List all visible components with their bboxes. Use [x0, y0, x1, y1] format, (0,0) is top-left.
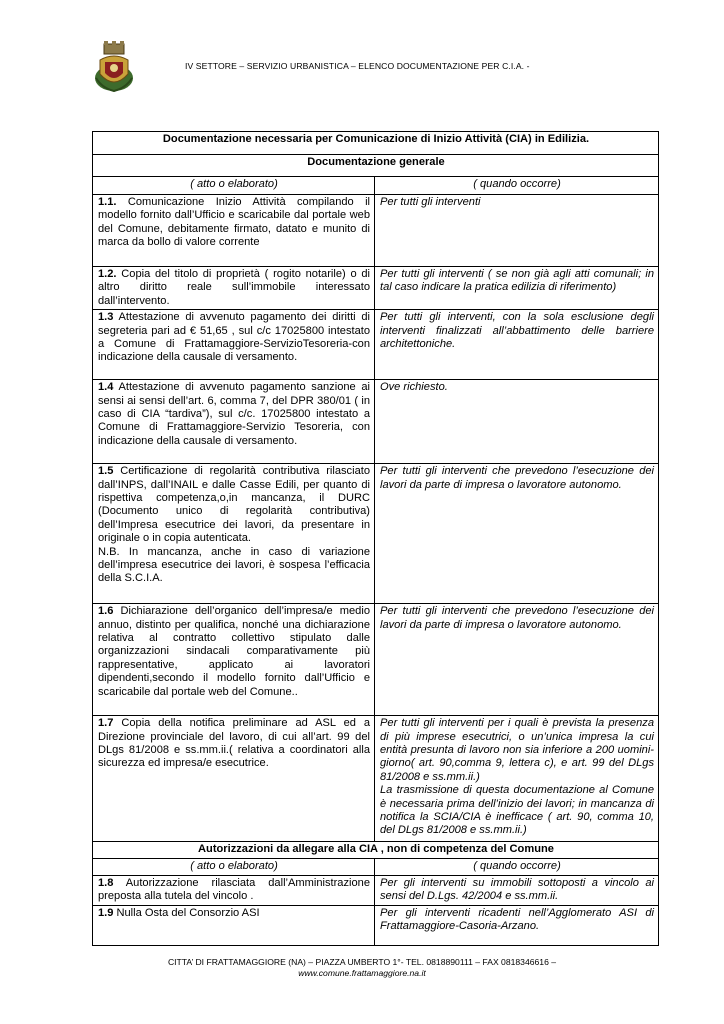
column-header-atto: ( atto o elaborato)	[93, 859, 375, 875]
section-title-general: Documentazione generale	[93, 155, 659, 177]
section-title-authorizations: Autorizzazioni da allegare alla CIA , non di competenza del Comune	[93, 842, 659, 859]
table-row	[93, 875, 659, 905]
item-when: Per tutti gli interventi, con la sola esclusione degli interventi finalizzati all’abbattimento delle barriere architettoniche.	[375, 310, 659, 380]
item-number: 1.3	[98, 311, 114, 324]
item-text: Autorizzazione rilasciata dall’Amministrazione preposta alla tutela del vincolo .	[98, 876, 370, 903]
footer-url: www.comune.frattamaggiore.na.it	[298, 968, 426, 978]
item-when: Ove richiesto.	[375, 380, 659, 464]
item-when: Per tutti gli interventi che prevedono l’esecuzione dei lavori da parte di impresa o lavoratore autonomo.	[375, 464, 659, 604]
item-text: Dichiarazione dell’organico dell’impresa/e medio annuo, distinto per qualifica, nonché una dichiarazione relativa al contratto collettivo stipulato dalle organizzazioni sindacali comparativamente più rappresentative, applicato ai lavoratori dipendenti,secondo il modello fornito dall’Ufficio e scaricabile dal portale web del Comune..	[98, 605, 370, 698]
table-row	[93, 604, 659, 716]
item-text: Attestazione di avvenuto pagamento dei diritti di segreteria pari ad € 51,65 , sul c/c 17025800 intestato a Comune di Frattamaggiore-ServizioTesoreria-con indicazione della causale di versamento.	[98, 311, 370, 364]
header-text: IV SETTORE – SERVIZIO URBANISTICA – ELENCO DOCUMENTAZIONE PER C.I.A. -	[185, 61, 530, 71]
item-when: Per tutti gli interventi per i quali è prevista la presenza di più imprese esecutrici, o un’unica impresa la cui entità presunta di lavoro non sia inferiore a 200 uomini-giorno( art. 90,comma 9, lettera c), e art. 99 del DLgs 81/2008 e ss.mm.ii.)	[380, 717, 654, 783]
item-number: 1.8	[98, 876, 114, 889]
item-text: Attestazione di avvenuto pagamento sanzione ai sensi ai sensi dell’art. 6, comma 7, del DPR 380/01 ( in caso di CIA “tardiva”), sul c/c. 17025800 intestato a Comune di Frattamaggiore-Servizio Tesoreria, con indicazione della causale di versamento.	[98, 381, 370, 447]
item-when-note: La trasmissione di questa documentazione al Comune è necessaria prima dell’inizio dei lavori; in mancanza di notifica la SCIA/CIA è inefficace ( art. 90, comma 10, del DLgs 81/2008 e ss.mm.ii.)	[380, 784, 654, 837]
table-row	[93, 716, 659, 842]
item-text: Comunicazione Inizio Attività compilando il modello fornito dall’Ufficio e scaricabile dal portale web del Comune, debitamente firmato, datato e munito di marca da bollo di valore corrente	[98, 196, 370, 249]
item-when: Per tutti gli interventi	[375, 195, 659, 267]
page-footer	[0, 957, 724, 979]
table-row	[93, 195, 659, 267]
footer-address: CITTA’ DI FRATTAMAGGIORE (NA) – PIAZZA UMBERTO 1°- TEL. 0818890111 – FAX 0818346616 –	[167, 957, 557, 967]
table-row	[93, 267, 659, 310]
column-header-quando: ( quando occorre)	[375, 177, 659, 195]
item-text: Nulla Osta del Consorzio ASI	[113, 906, 260, 919]
table-row	[93, 464, 659, 604]
item-note: N.B. In mancanza, anche in caso di variazione dell’impresa esecutrice dei lavori, è sospesa l’efficacia della S.C.I.A.	[98, 545, 370, 585]
item-text: Copia del titolo di proprietà ( rogito notarile) o di altro diritto reale sull’immobile interessato dall’intervento.	[98, 268, 370, 307]
column-header-quando: ( quando occorre)	[375, 859, 659, 875]
item-text: Copia della notifica preliminare ad ASL ed a Direzione provinciale del lavoro, di cui all’art. 99 del DLgs 81/2008 e ss.mm.ii.( relativa a coordinatori alla sicurezza ed impresa/e esecutrice.	[98, 717, 370, 770]
documentation-table	[92, 131, 659, 946]
item-number: 1.4	[98, 381, 114, 394]
column-header-atto: ( atto o elaborato)	[93, 177, 375, 195]
item-when: Per gli interventi ricadenti nell’Agglomerato ASI di Frattamaggiore-Casoria-Arzano.	[375, 905, 659, 945]
table-row	[93, 380, 659, 464]
item-number: 1.9	[98, 906, 114, 919]
table-title: Documentazione necessaria per Comunicazione di Inizio Attività (CIA) in Edilizia.	[93, 132, 659, 155]
item-number: 1.7	[98, 717, 114, 730]
item-when: Per tutti gli interventi che prevedono l’esecuzione dei lavori da parte di impresa o lavoratore autonomo.	[375, 604, 659, 716]
item-when: Per tutti gli interventi ( se non già agli atti comunali; in tal caso indicare la pratica edilizia di riferimento)	[375, 267, 659, 310]
item-when: Per gli interventi su immobili sottoposti a vincolo ai sensi del D.Lgs. 42/2004 e ss.mm.ii.	[375, 875, 659, 905]
item-number: 1.1.	[98, 196, 117, 208]
item-number: 1.5	[98, 465, 114, 478]
item-number: 1.2.	[98, 268, 117, 280]
table-row	[93, 905, 659, 945]
municipal-crest-icon	[90, 38, 138, 94]
table-row	[93, 310, 659, 380]
item-number: 1.6	[98, 605, 114, 618]
item-text: Certificazione di regolarità contributiva rilasciato dall’INPS, dall’INAIL e dalle Casse Edili, per quanto di rispettiva competenza,o,in mancanza, il DURC (Documento unico di regolarità contributiva) dell’Impresa esecutrice dei lavori, da presentare in originale o in copia autenticata.	[98, 465, 370, 545]
